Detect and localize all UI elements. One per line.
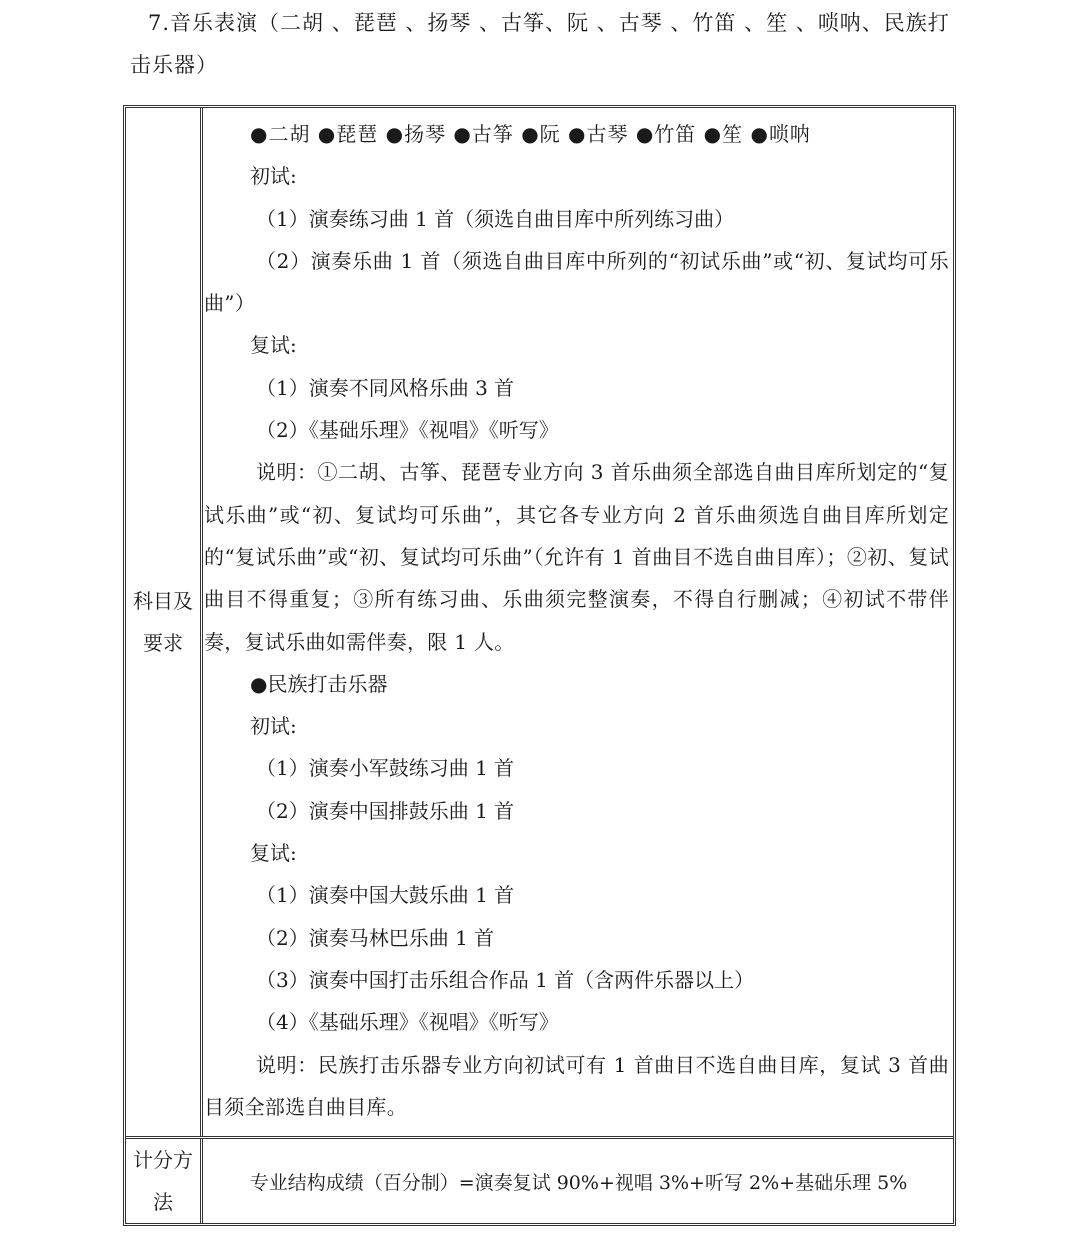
- row-label-subjects: [126, 108, 203, 1136]
- percussion-prelim-heading: 初试:: [250, 714, 297, 739]
- row-label-subjects-text: 科目及要求: [133, 589, 193, 655]
- percussion-final-item: （3）演奏中国打击乐组合作品 1 首（含两件乐器以上）: [256, 967, 755, 992]
- percussion-prelim-item: （2）演奏中国排鼓乐曲 1 首: [256, 798, 515, 823]
- table-row-subjects: [126, 108, 953, 1136]
- percussion-final-item: （4）《基础乐理》《视唱》《听写》: [256, 1010, 559, 1035]
- prelim-heading: 初试:: [250, 164, 297, 189]
- final-heading: 复试:: [250, 333, 297, 358]
- percussion-final-item: （2）演奏马林巴乐曲 1 首: [256, 925, 495, 950]
- percussion-heading: ●民族打击乐器: [250, 671, 388, 696]
- final-item: （1）演奏不同风格乐曲 3 首: [256, 375, 515, 400]
- percussion-prelim-item: （1）演奏小军鼓练习曲 1 首: [256, 756, 515, 781]
- percussion-final-item: （1）演奏中国大鼓乐曲 1 首: [256, 883, 515, 908]
- row-label-scoring: [126, 1139, 203, 1223]
- prelim-item: （1）演奏练习曲 1 首（须选自曲目库中所列练习曲）: [256, 206, 735, 231]
- percussion-final-heading: 复试:: [250, 841, 297, 866]
- prelim-item: （2）演奏乐曲 1 首（须选自曲目库中所列的“初试乐曲”或“初、复试均可乐曲”）: [204, 248, 949, 316]
- subjects-content: [204, 108, 949, 1128]
- note-paragraph: 说明：①二胡、古筝、琵琶专业方向 3 首乐曲须全部选自曲目库所划定的“复试乐曲”或“初、复试均可乐曲”，其它各专业方向 2 首乐曲须选自曲目库所划定的“复试乐曲”或“初、复试均可乐曲”（允许有 1 首曲目不选自曲目库）；②初、复试曲目不得重复；③所有练习曲、乐曲须完整演奏，不得自行删减；④初试不带伴奏，复试乐曲如需伴奏，限 1 人。: [204, 460, 949, 654]
- requirements-table: [123, 105, 956, 1226]
- table-row-scoring: [126, 1136, 953, 1223]
- final-item: （2）《基础乐理》《视唱》《听写》: [256, 418, 559, 443]
- section-heading: 7.音乐表演（二胡 、琵琶 、扬琴 、古筝、阮 、古琴 、竹笛 、笙 、唢呐、民族打击乐器）: [130, 11, 950, 77]
- instrument-list: ●二胡 ●琵琶 ●扬琴 ●古筝 ●阮 ●古琴 ●竹笛 ●笙 ●唢呐: [250, 122, 811, 146]
- scoring-formula: 专业结构成绩（百分制）=演奏复试 90%+视唱 3%+听写 2%+基础乐理 5%: [249, 1171, 908, 1194]
- row-label-scoring-text: 计分方法: [133, 1148, 193, 1214]
- percussion-note-paragraph: 说明：民族打击乐器专业方向初试可有 1 首曲目不选自曲目库，复试 3 首曲目须全部选自曲目库。: [204, 1052, 949, 1119]
